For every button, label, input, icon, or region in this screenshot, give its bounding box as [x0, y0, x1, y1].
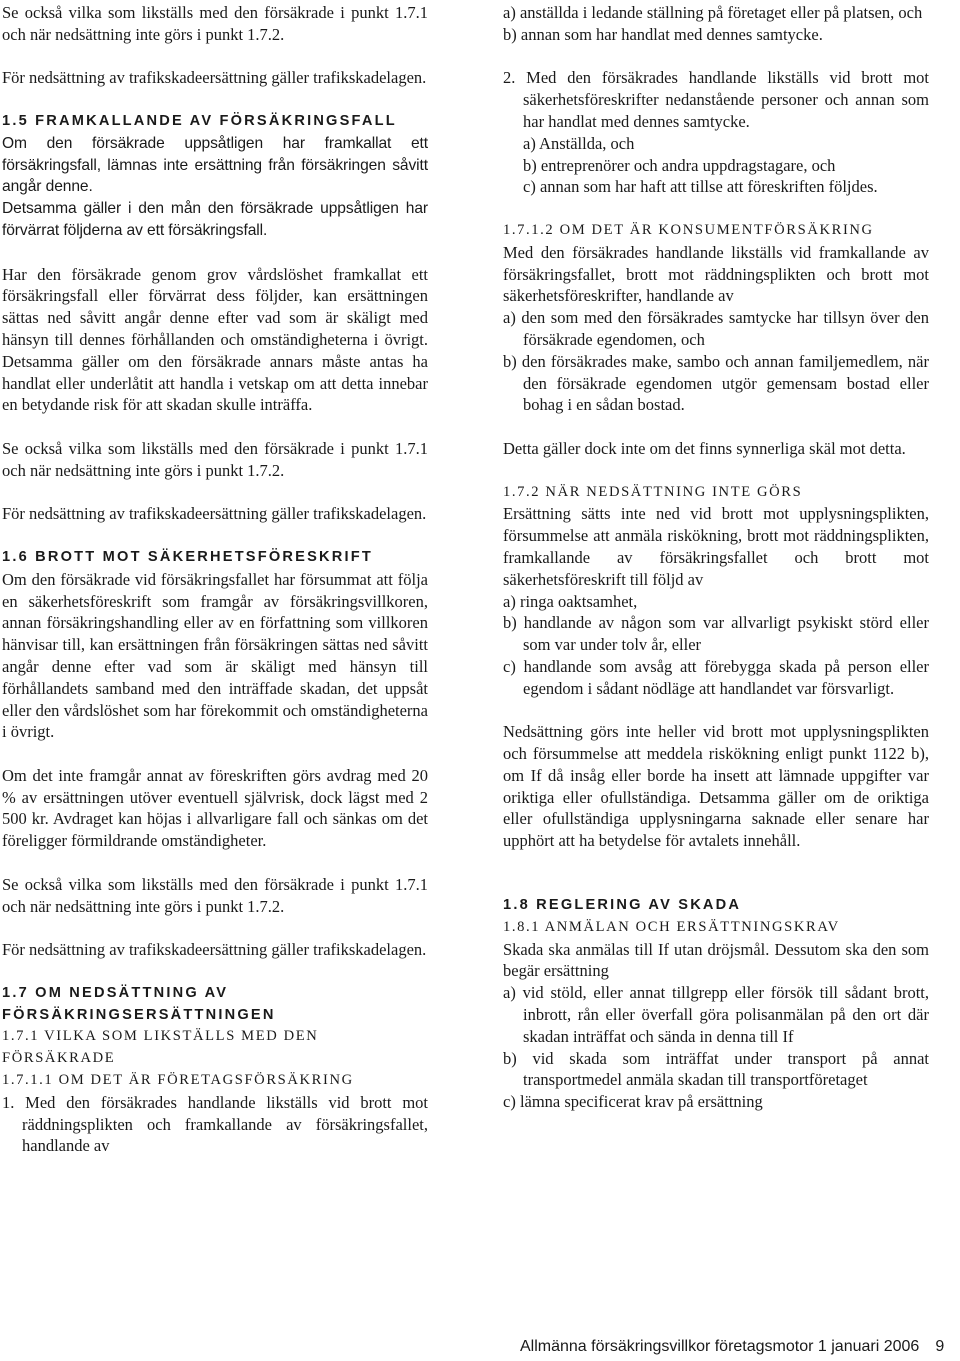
section-heading-1-6: 1.6 BROTT MOT SÄKERHETSFÖRESKRIFT [2, 548, 373, 565]
list-item: b) vid skada som inträffat under transport på annat transportmedel anmäla skadan till transportföretaget [503, 1048, 929, 1090]
subsection-heading-1-7-1: 1.7.1 VILKA SOM LIKSTÄLLS MED DEN FÖRSÄKRADE [2, 1028, 319, 1067]
list-item: a) ringa oaktsamhet, [503, 591, 638, 611]
list-item: b) handlande av någon som var allvarligt psykiskt störd eller som var under tolv år, eller [503, 613, 929, 655]
paragraph: Detsamma gäller i den mån den försäkrade uppsåtligen har förvärrat följderna av ett försäkringsfall. [2, 200, 428, 239]
paragraph: Nedsättning görs inte heller vid brott mot upplysningsplikten och försummelse att meddela riskökning enligt punkt 1122 b), om If då insåg eller borde ha insett att lämnade uppgifter var oriktiga eller ofullständiga. Detsamma gäller om de oriktiga eller ofullständiga upplysningarna saknade eller senare har upphört att ha betydelse för avtalets innehåll. [503, 722, 929, 851]
paragraph: Se också vilka som likställs med den försäkrade i punkt 1.7.1 och när nedsättning inte görs i punkt 1.7.2. [2, 438, 428, 480]
subsection-heading-1-8-1: 1.8.1 ANMÄLAN OCH ERSÄTTNINGSKRAV [503, 918, 840, 935]
paragraph: Om det inte framgår annat av föreskriften görs avdrag med 20 % av ersättningen utöver eventuell självrisk, dock lägst med 2 500 kr. Avdraget kan höjas i allvarligare fall och sänkas om det föreligger förmildrande omständigheter. [2, 765, 428, 851]
paragraph: Har den försäkrade genom grov vårdslöshet framkallat ett försäkringsfall eller förvärrat dess följder, kan ersättningen sättas ned såvitt angår denne efter vad som är skäligt med hänsyn till dennes förhållanden och omständigheterna i övrigt. Detsamma gäller om den försäkrade annars måste antas ha handlat eller underlåtit att handla i vetskap om att detta innebar en betydande risk för att skadan skulle inträffa. [2, 264, 428, 415]
page-footer [520, 1337, 944, 1357]
paragraph: Detta gäller dock inte om det finns synnerliga skäl mot detta. [503, 438, 906, 458]
list-item: a) anställda i ledande ställning på företaget eller på platsen, och [503, 3, 923, 22]
subsection-heading-1-7-2: 1.7.2 NÄR NEDSÄTTNING INTE GÖRS [503, 483, 803, 500]
section-heading-1-7-cont: FÖRSÄKRINGSERSÄTTNINGEN [2, 1006, 276, 1023]
list-item: a) Anställda, och [523, 133, 635, 153]
paragraph: Om den försäkrade vid försäkringsfallet har försummat att följa en säkerhetsföreskrift som framgår av försäkringsvillkoren, annan försäkringshandling eller av en författning som villkoren hänvisar till, kan ersättningen från försäkringen sättas ned såvitt angår denne efter vad som är skäligt med hänsyn till förhållandets samband med den inträffade skadan, det uppsåt eller den vårdslöshet som har förekommit och omständigheterna i övrigt. [2, 569, 428, 742]
section-heading-1-7: 1.7 OM NEDSÄTTNING AV [2, 984, 229, 1001]
list-item: c) handlande som avsåg att förebygga skada på person eller egendom i sådant nödläge att handlandet var försvarligt. [503, 656, 929, 698]
subsection-heading-1-7-1-2: 1.7.1.2 OM DET ÄR KONSUMENTFÖRSÄKRING [503, 221, 874, 238]
paragraph: För nedsättning av trafikskadeersättning gäller trafikskadelagen. [2, 68, 427, 88]
paragraph: För nedsättning av trafikskadeersättning gäller trafikskadelagen. [2, 940, 427, 960]
right-column [503, 2, 929, 1113]
paragraph: Se också vilka som likställs med den försäkrade i punkt 1.7.1 och när nedsättning inte görs i punkt 1.7.2. [2, 874, 428, 916]
left-column [2, 2, 428, 1157]
list-item: 2. Med den försäkrades handlande likställs vid brott mot säkerhetsföreskrifter nedanstående personer och annan som har handlat med dennes samtycke. [503, 68, 929, 131]
list-item: a) den som med den försäkrades samtycke har tillsyn över den försäkrade egendomen, och [503, 308, 929, 349]
footer-title: Allmänna försäkringsvillkor företagsmotor 1 januari 2006 [520, 1338, 920, 1355]
list-item: b) den försäkrades make, sambo och annan familjemedlem, när den försäkrade egendomen utgör gemensam bostad eller bohag i en sådan bostad. [503, 351, 929, 415]
subsection-heading-1-7-1-1: 1.7.1.1 OM DET ÄR FÖRETAGSFÖRSÄKRING [2, 1072, 354, 1089]
section-heading-1-8: 1.8 REGLERING AV SKADA [503, 897, 742, 914]
list-item: b) entreprenörer och andra uppdragstagare, och [523, 155, 836, 175]
list-item: b) annan som har handlat med dennes samtycke. [503, 24, 823, 44]
paragraph: Ersättning sätts inte ned vid brott mot upplysningsplikten, försummelse att anmäla riskökning, brott mot räddningsplikten, framkallande av försäkringsfallet och brott mot säkerhetsföreskrift till följd av [503, 504, 929, 589]
list-item: 1. Med den försäkrades handlande likställs vid brott mot räddningsplikten och framkallande av försäkringsfallet, handlande av [2, 1092, 428, 1156]
paragraph: Om den försäkrade uppsåtligen har framkallat ett försäkringsfall, lämnas inte ersättning från försäkringen såvitt angår denne. [2, 134, 428, 196]
section-heading-1-5: 1.5 FRAMKALLANDE AV FÖRSÄKRINGSFALL [2, 112, 397, 129]
list-item: a) vid stöld, eller annat tillgrepp eller försök till sådant brott, inbrott, rån eller överfall göra polisanmälan på den ort där skadan inträffat och sända in denna till If [503, 983, 929, 1046]
list-item: c) annan som har haft att tillse att föreskriften följdes. [523, 177, 878, 197]
list-item: c) lämna specificerat krav på ersättning [503, 1092, 763, 1112]
page-number: 9 [935, 1338, 945, 1355]
paragraph: Se också vilka som likställs med den försäkrade i punkt 1.7.1 och när nedsättning inte görs i punkt 1.7.2. [2, 3, 428, 44]
paragraph: Med den försäkrades handlande likställs vid framkallande av försäkringsfallet, brott mot räddningsplikten och brott mot säkerhetsföreskrifter, handlande av [503, 242, 929, 306]
paragraph: För nedsättning av trafikskadeersättning gäller trafikskadelagen. [2, 504, 427, 524]
paragraph: Skada ska anmälas till If utan dröjsmål. Dessutom ska den som begär ersättning [503, 939, 929, 981]
